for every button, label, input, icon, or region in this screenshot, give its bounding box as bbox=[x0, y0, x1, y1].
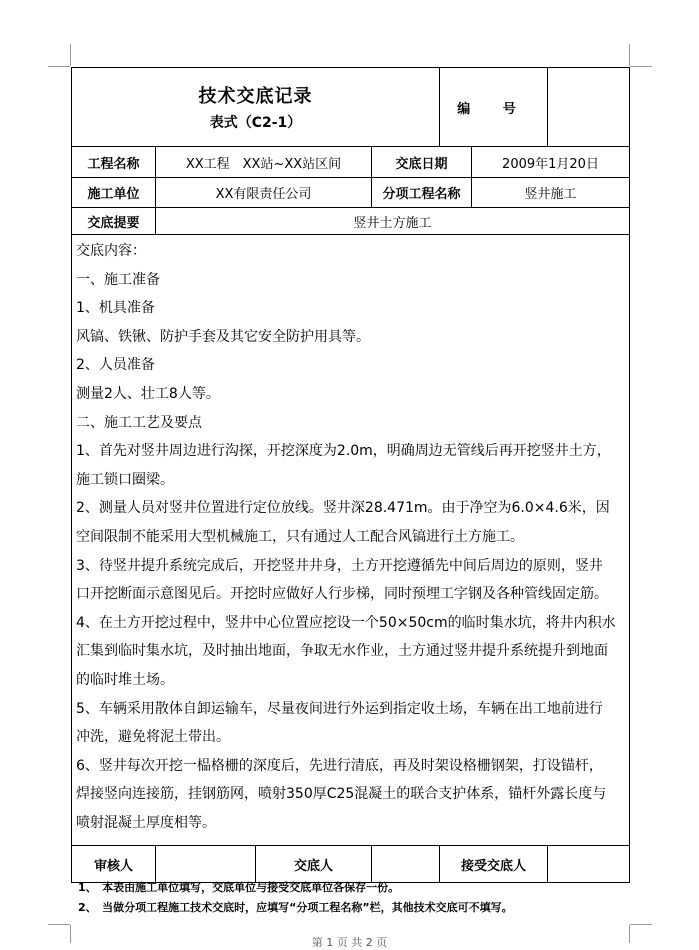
form-notes bbox=[78, 878, 513, 918]
content-line: 6、竖井每次开挖一榀格栅的深度后，先进行清底，再及时架设格栅钢架，打设锚杆， bbox=[76, 757, 603, 774]
content-body bbox=[76, 237, 629, 837]
subproject-name-label: 分项工程名称 bbox=[372, 178, 472, 208]
construction-unit-label: 施工单位 bbox=[72, 178, 156, 208]
crop-mark bbox=[629, 44, 630, 66]
briefing-content[interactable] bbox=[72, 235, 630, 846]
content-line: 冲洗，避免将泥土带出。 bbox=[76, 729, 230, 746]
subproject-name-field[interactable]: 竖井施工 bbox=[472, 178, 630, 208]
content-line: 喷射混凝土厚度相等。 bbox=[76, 814, 216, 831]
content-line: 一、施工准备 bbox=[76, 271, 160, 288]
number-field[interactable] bbox=[548, 68, 630, 147]
briefing-date-label: 交底日期 bbox=[372, 147, 472, 178]
form-note: 2、 当做分项工程施工技术交底时，应填写“分项工程名称”栏，其他技术交底可不填写。 bbox=[78, 901, 513, 914]
crop-mark bbox=[70, 44, 71, 66]
content-line: 风镐、铁锹、防护手套及其它安全防护用具等。 bbox=[76, 328, 370, 345]
page-number: 第 1 页 共 2 页 bbox=[311, 936, 388, 949]
form-header bbox=[72, 68, 440, 147]
content-line: 2、人员准备 bbox=[76, 357, 155, 374]
content-line: 交底内容： bbox=[76, 243, 146, 259]
content-line: 1、首先对竖井周边进行沟探，开挖深度为2.0m，明确周边无管线后再开挖竖井土方， bbox=[76, 443, 611, 460]
content-line: 测量2人、壮工8人等。 bbox=[76, 385, 220, 402]
presenter-label: 交底人 bbox=[256, 846, 372, 883]
receiver-signature-field[interactable] bbox=[548, 846, 630, 883]
content-line: 焊接竖向连接筋，挂钢筋网，喷射350厚C25混凝土的联合支护体系，锚杆外露长度与 bbox=[76, 786, 607, 803]
form-title: 技术交底记录 bbox=[198, 86, 313, 107]
crop-mark bbox=[630, 924, 652, 925]
number-label: 编 号 bbox=[440, 68, 548, 147]
technical-briefing-form bbox=[71, 67, 630, 883]
crop-mark bbox=[630, 66, 652, 67]
content-line: 3、待竖井提升系统完成后，开挖竖井井身，土方开挖遵循先中间后周边的原则，竖井 bbox=[76, 557, 603, 574]
content-line: 的临时堆土场。 bbox=[76, 671, 174, 688]
content-line: 1、机具准备 bbox=[76, 300, 155, 317]
briefing-summary-label: 交底提要 bbox=[72, 208, 156, 235]
content-line: 4、在土方开挖过程中，竖井中心位置应挖设一个50×50cm的临时集水坑，将井内积水 bbox=[76, 614, 616, 631]
crop-mark bbox=[48, 924, 70, 925]
reviewer-label: 审核人 bbox=[72, 846, 156, 883]
content-line: 5、车辆采用散体自卸运输车，尽量夜间进行外运到指定收土场，车辆在出工地前进行 bbox=[76, 700, 603, 717]
crop-mark bbox=[48, 66, 70, 67]
content-line: 空间限制不能采用大型机械施工，只有通过人工配合风镐进行土方施工。 bbox=[76, 528, 524, 545]
content-line: 2、测量人员对竖井位置进行定位放线。竖井深28.471m。由于净空为6.0×4.6米，因 bbox=[76, 500, 610, 517]
content-line: 汇集到临时集水坑，及时抽出地面，争取无水作业，土方通过竖井提升系统提升到地面 bbox=[76, 643, 608, 660]
receiver-label: 接受交底人 bbox=[440, 846, 548, 883]
content-line: 施工锁口圈梁。 bbox=[76, 471, 174, 488]
construction-unit-field[interactable]: XX有限责任公司 bbox=[156, 178, 372, 208]
project-name-field[interactable]: XX工程 XX站~XX站区间 bbox=[156, 147, 372, 178]
content-line: 二、施工工艺及要点 bbox=[76, 414, 202, 431]
form-code: 表式（C2-1） bbox=[209, 115, 302, 131]
briefing-summary-field[interactable]: 竖井土方施工 bbox=[156, 208, 630, 235]
briefing-date-field[interactable]: 2009年1月20日 bbox=[472, 147, 630, 178]
project-name-label: 工程名称 bbox=[72, 147, 156, 178]
content-line: 口开挖断面示意图见后。开挖时应做好人行步梯，同时预埋工字钢及各种管线固定筋。 bbox=[76, 586, 608, 603]
form-note: 1、 本表由施工单位填写，交底单位与接受交底单位各保存一份。 bbox=[78, 881, 400, 894]
